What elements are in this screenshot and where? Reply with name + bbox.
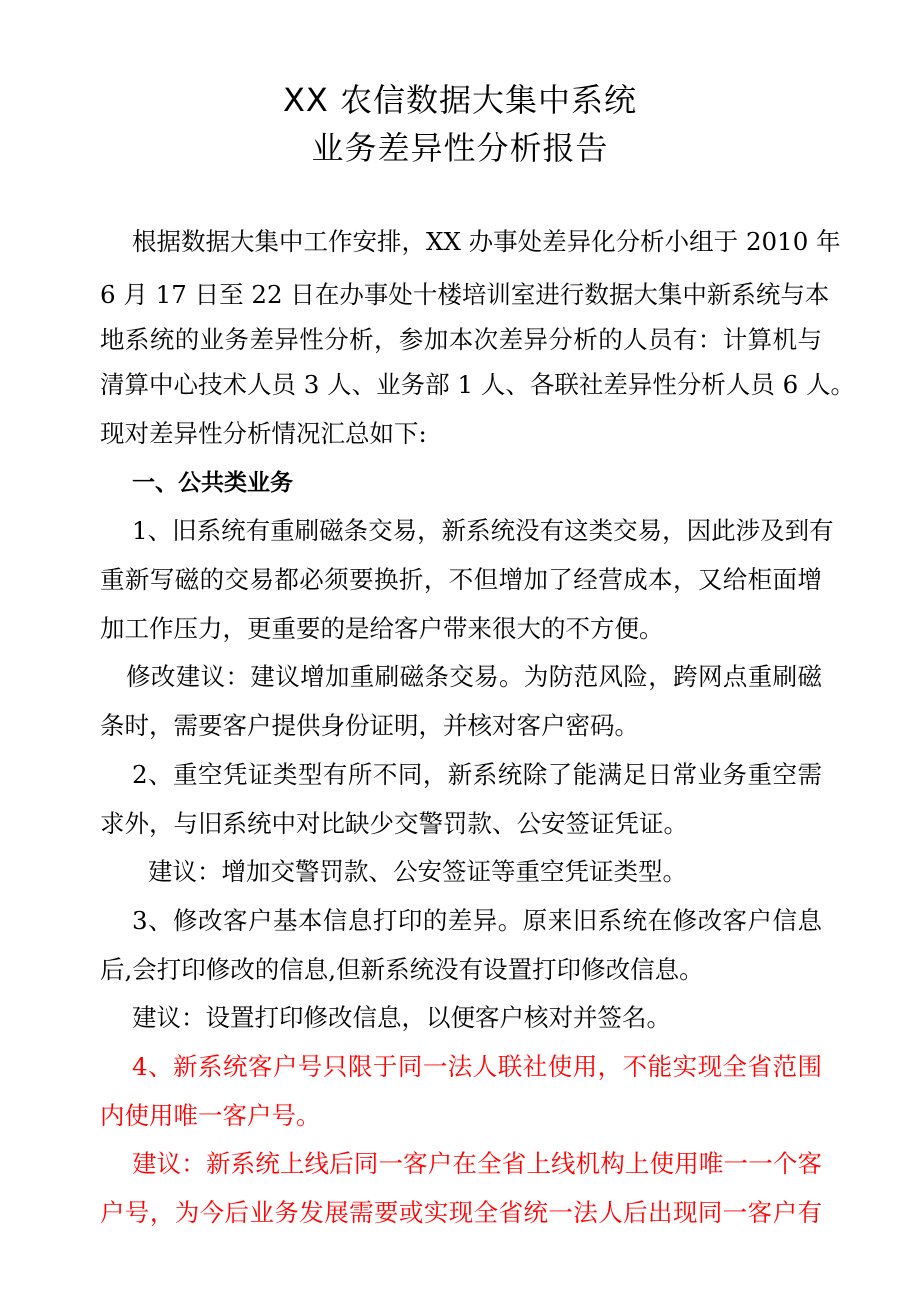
text-line: 求外，与旧系统中对比缺少交警罚款、公安签证凭证。 (100, 809, 688, 838)
text-line: 重新写磁的交易都必须要换折，不但增加了经营成本，又给柜面增 (100, 565, 822, 594)
text-line: 修改建议：建议增加重刷磁条交易。为防范风险，跨网点重刷磁 (126, 662, 822, 691)
text-line: 地系统的业务差异性分析，参加本次差异分析的人员有：计算机与 (100, 325, 822, 354)
text-line: 一、公共类业务 (132, 470, 293, 496)
text-line: 3、修改客户基本信息打印的差异。原来旧系统在修改客户信息 (132, 906, 822, 935)
text-line: 根据数据大集中工作安排，XX 办事处差异化分析小组于 2010 年 (132, 227, 841, 256)
text-line: 6 月 17 日至 22 日在办事处十楼培训室进行数据大集中新系统与本 (100, 280, 830, 309)
text-line: 2、重空凭证类型有所不同，新系统除了能满足日常业务重空需 (132, 760, 822, 789)
document-title-line1: XX 农信数据大集中系统 (282, 81, 638, 119)
text-line: 4、新系统客户号只限于同一法人联社使用，不能实现全省范围 (132, 1052, 822, 1081)
text-line: 建议：增加交警罚款、公安签证等重空凭证类型。 (148, 857, 687, 886)
text-line: 加工作压力，更重要的是给客户带来很大的不方便。 (100, 614, 664, 643)
text-line: 户号，为今后业务发展需要或实现全省统一法人后出现同一客户有 (100, 1198, 822, 1227)
text-line: 现对差异性分析情况汇总如下: (100, 419, 427, 448)
text-line: 建议：设置打印修改信息，以便客户核对并签名。 (132, 1003, 671, 1032)
text-line: 后,会打印修改的信息,但新系统没有设置打印修改信息。 (100, 955, 704, 984)
text-line: 条时，需要客户提供身份证明，并核对客户密码。 (100, 711, 639, 740)
text-line: 1、旧系统有重刷磁条交易，新系统没有这类交易，因此涉及到有 (132, 516, 834, 545)
document-title-line2: 业务差异性分析报告 (311, 129, 609, 167)
text-line: 建议：新系统上线后同一客户在全省上线机构上使用唯一一个客 (132, 1149, 822, 1178)
text-line: 内使用唯一客户号。 (100, 1101, 321, 1130)
text-line: 清算中心技术人员 3 人、业务部 1 人、各联社差异性分析人员 6 人。 (100, 370, 855, 399)
